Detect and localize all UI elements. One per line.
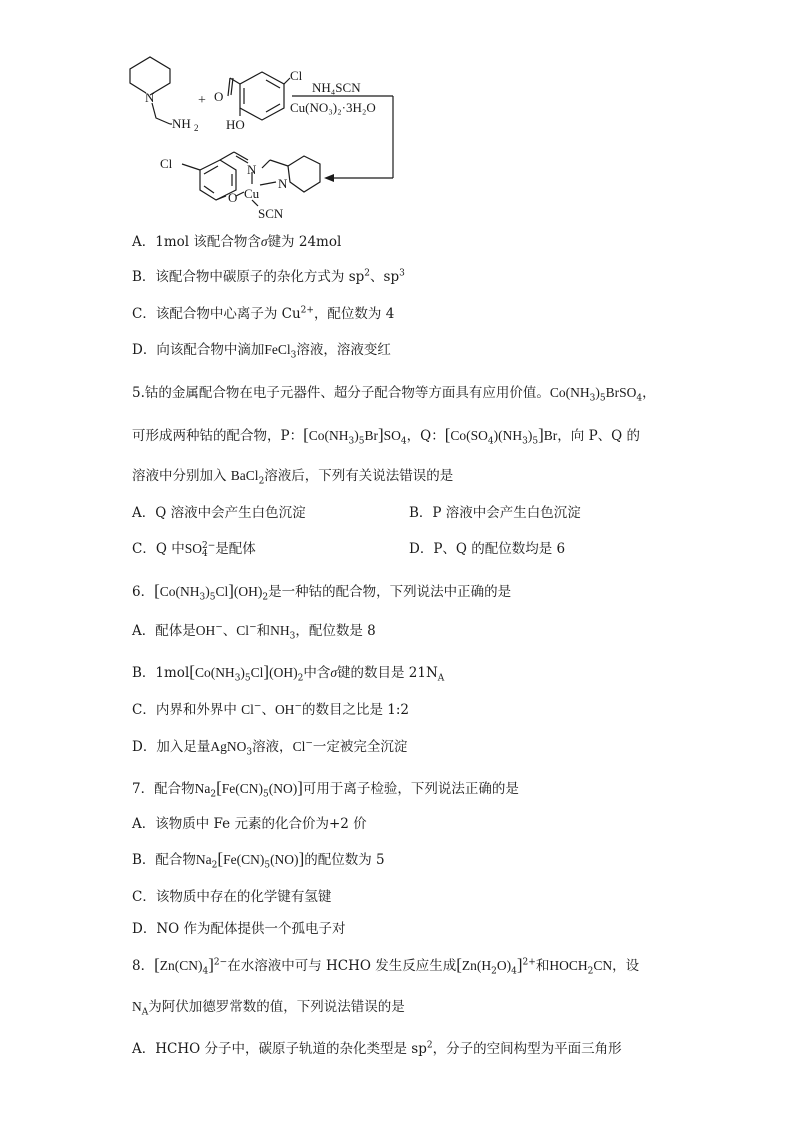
reaction-scheme [0, 0, 794, 230]
reagent-bottom: Cu(NO₃)₂·3H₂O [290, 100, 376, 115]
q6-stem: 6．$[Co(NH_3)_5Cl](OH)_2$是一种钴的配合物，下列说法中正确的是 [132, 581, 512, 603]
product-n: N [278, 176, 288, 191]
cu-label: Cu [244, 186, 260, 201]
q6-option-b: B．$1mol[Co(NH_3)_5Cl](OH)_2$中含σ键的数目是 $21N_A$ [132, 662, 445, 684]
ho-label: HO [226, 117, 245, 132]
q4-option-b: B．该配合物中碳原子的杂化方式为 $sp^2$、$sp^3$ [132, 268, 405, 285]
q6-option-c: C．内界和外界中 Cl−、OH−的数目之比是 1:2 [132, 701, 410, 718]
q5-option-b: B．P 溶液中会产生白色沉淀 [409, 505, 581, 521]
reactant-n: N [145, 90, 155, 105]
q4-option-c: C．该配合物中心离子为 $Cu^{2+}$，配位数为 4 [132, 305, 395, 322]
q8-option-a: A．HCHO 分子中，碳原子轨道的杂化类型是 $sp^2$，分子的空间构型为平面三角形 [132, 1040, 622, 1057]
nh2-sub: 2 [194, 123, 199, 133]
q7-option-d: D．NO 作为配体提供一个孤电子对 [132, 921, 346, 937]
q5-stem-line3: 溶液中分别加入 BaCl$_2$溶液后，下列有关说法错误的是 [132, 468, 454, 487]
reagent-top: NH₄SCN [312, 80, 361, 95]
q8-stem-line2: $N_A$为阿伏加德罗常数的值，下列说法错误的是 [132, 999, 405, 1018]
q5-option-d: D．P、Q 的配位数均是 6 [409, 541, 566, 557]
q7-stem: 7．配合物$Na_2[Fe(CN)_5(NO)]$可用于离子检验，下列说法正确的是 [132, 778, 519, 800]
q4-option-a: A．1mol 该配合物含σ键为 24mol [132, 234, 342, 250]
q5-option-c: C．Q 中SO 2− 4 是配体 [132, 540, 256, 559]
imine-n: N [247, 162, 257, 177]
nh2-label: NH [172, 116, 191, 131]
scn-label: SCN [258, 206, 284, 221]
q7-option-b: B．配合物$Na_2[Fe(CN)_5(NO)]$的配位数为 5 [132, 849, 385, 871]
q7-option-c: C．该物质中存在的化学键有氢键 [132, 889, 332, 905]
product-o: O [228, 190, 238, 205]
q5-stem-line2: 可形成两种钴的配合物，P：$[Co(NH_3)_5Br]SO_4$，Q：$[Co(SO_4)(NH_3)_5]Br$，向 P、Q 的 [132, 425, 641, 447]
q8-stem-line1: 8．$[Zn(CN)_4]^{2-}$在水溶液中可与 HCHO 发生反应生成$[Zn(H_2O)_4]^{2+}$和$HOCH_2CN$，设 [132, 955, 640, 977]
q7-option-a: A．该物质中 Fe 元素的化合价为+2 价 [132, 816, 367, 832]
product-cl: Cl [160, 156, 173, 171]
q4-option-d: D．向该配合物中滴加FeCl$_3$溶液，溶液变红 [132, 342, 391, 361]
q5-stem-line1: 5.钴的金属配合物在电子元器件、超分子配合物等方面具有应用价值。$Co(NH_3)_5BrSO_4$， [132, 385, 656, 404]
plus-sign: + [198, 93, 206, 108]
q6-option-d: D．加入足量AgNO$_3$溶液，Cl−一定被完全沉淀 [132, 738, 408, 758]
aldehyde-o: O [214, 89, 224, 104]
reactant-cl: Cl [290, 68, 303, 83]
q5-option-a: A．Q 溶液中会产生白色沉淀 [132, 505, 306, 521]
q6-option-a: A．配体是OH−、Cl−和$NH_3$，配位数是 8 [132, 622, 376, 642]
